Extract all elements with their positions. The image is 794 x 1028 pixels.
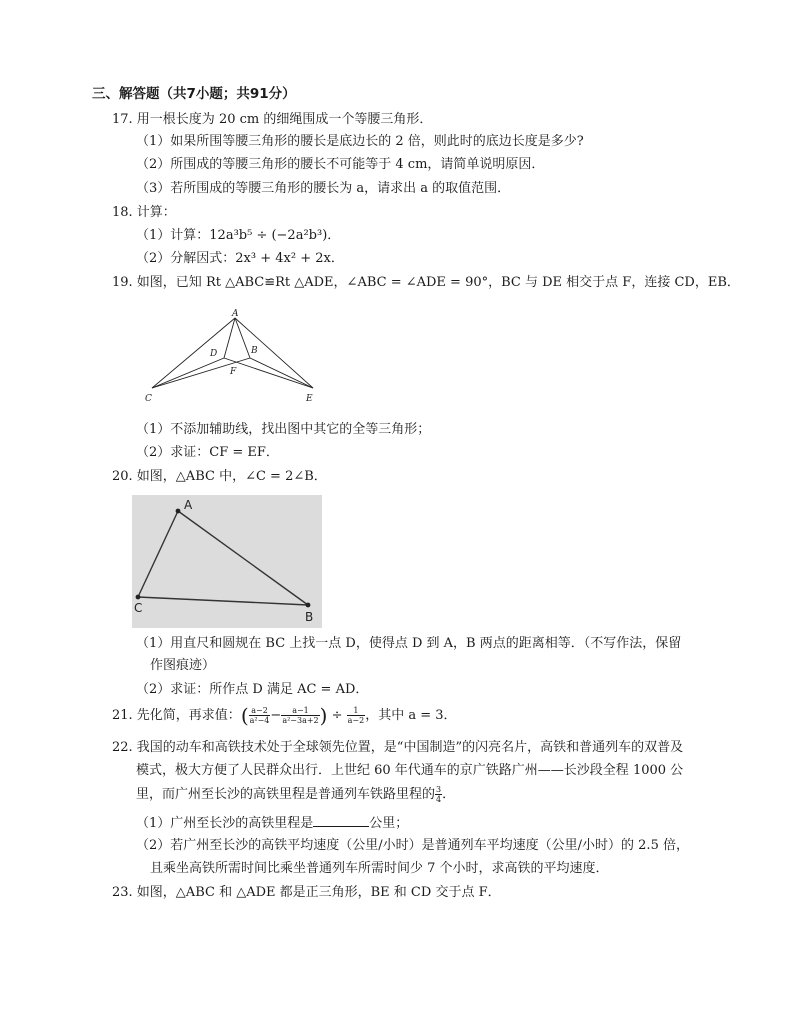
q20-part2: （2）求证：所作点 D 满足 AC = AD． <box>136 682 369 697</box>
q21-open-paren: ( <box>240 703 249 728</box>
q20-label-a: A <box>184 498 193 512</box>
q20-figure <box>132 495 322 628</box>
q21-fraction-2: $\frac{a-1}{\text{a²−3a+2}}$ <box>282 706 319 725</box>
q22-line2: 模式，极大方便了人民群众出行．上世纪 60 年代通车的京广铁路广州——长沙段全程 1000 公 <box>136 763 684 778</box>
q22-part1-post: 公里； <box>369 816 409 831</box>
q17-stem: 17. 用一根长度为 20 cm 的细绳围成一个等腰三角形． <box>112 112 433 127</box>
q21-suffix: ，其中 a = 3． <box>365 708 457 723</box>
q17-part1: （1）如果所围等腰三角形的腰长是底边长的 2 倍，则此时的底边长度是多少? <box>136 134 584 149</box>
q19-label-d: D <box>210 349 218 359</box>
q21-close-paren: ) <box>319 703 328 728</box>
q19-label-e: E <box>306 394 313 404</box>
q22-part2: （2）若广州至长沙的高铁平均速度（公里/小时）是普通列车平均速度（公里/小时）的 2.5 倍， <box>136 838 689 853</box>
q20-stem: 20. 如图，△ABC 中，∠C = 2∠B． <box>112 469 327 484</box>
q20-label-c: C <box>134 601 143 615</box>
q19-part1: （1）不添加辅助线，找出图中其它的全等三角形； <box>136 422 431 437</box>
q17-part3: （3）若所围成的等腰三角形的腰长为 a，请求出 a 的取值范围． <box>136 181 511 196</box>
q18-part2: （2）分解因式：2x³ + 4x² + 2x． <box>136 251 344 266</box>
q17-part2: （2）所围成的等腰三角形的腰长不可能等于 4 cm，请简单说明原因． <box>136 157 545 172</box>
q20-part1-cont: 作图痕迹） <box>150 658 216 673</box>
q22-part2-cont: 且乘坐高铁所需时间比乘坐普通列车所需时间少 7 个小时，求高铁的平均速度． <box>150 861 609 876</box>
q22-part1-pre: （1）广州至长沙的高铁里程是 <box>136 816 314 831</box>
q19-stem: 19. 如图，已知 Rt △ABC≌Rt △ADE，∠ABC = ∠ADE = 90°，BC 与 DE 相交于点 F，连接 CD，EB． <box>112 275 740 290</box>
q19-label-a: A <box>232 309 239 319</box>
q19-figure <box>140 306 330 406</box>
q23-stem: 23. 如图，△ABC 和 △ADE 都是正三角形，BE 和 CD 交于点 F． <box>112 885 501 900</box>
q20-label-b: B <box>305 610 314 624</box>
q22-part1 <box>136 813 408 833</box>
q22-line3-text: 里，而广州至长沙的高铁里程是普通列车铁路里程的 <box>136 787 436 802</box>
q22-answer-blank[interactable] <box>313 813 369 827</box>
q19-label-b: B <box>251 346 258 356</box>
q18-part1: （1）计算：12a³b⁵ ÷ (−2a²b³)． <box>136 228 341 243</box>
section-title: 三、解答题（共7小题；共91分） <box>92 86 296 102</box>
q22-line3 <box>136 785 455 804</box>
q21-prefix: 21. 先化简，再求值： <box>112 708 241 723</box>
q22-fraction: $\frac{3}{4}$ <box>436 785 442 804</box>
q18-stem: 18. 计算： <box>112 205 176 220</box>
q21-fraction-3: $\frac{1}{a-2}$ <box>347 706 365 725</box>
q21-line <box>112 703 457 728</box>
q19-label-c: C <box>145 394 152 404</box>
q19-part2: （2）求证：CF = EF． <box>136 445 279 460</box>
q19-label-f: F <box>230 367 237 377</box>
q22-line3-end: ． <box>442 787 456 802</box>
q21-fraction-1: $\frac{a-2}{\text{a²−4}}$ <box>249 706 270 725</box>
q20-part1: （1）用直尺和圆规在 BC 上找一点 D，使得点 D 到 A，B 两点的距离相等．（不写作法，保留 <box>136 636 682 651</box>
q21-minus: − <box>270 708 282 723</box>
q21-divide: ÷ <box>327 708 347 723</box>
q22-line1: 22. 我国的动车和高铁技术处于全球领先位置，是“中国制造”的闪亮名片，高铁和普通列车的双普及 <box>112 740 684 755</box>
